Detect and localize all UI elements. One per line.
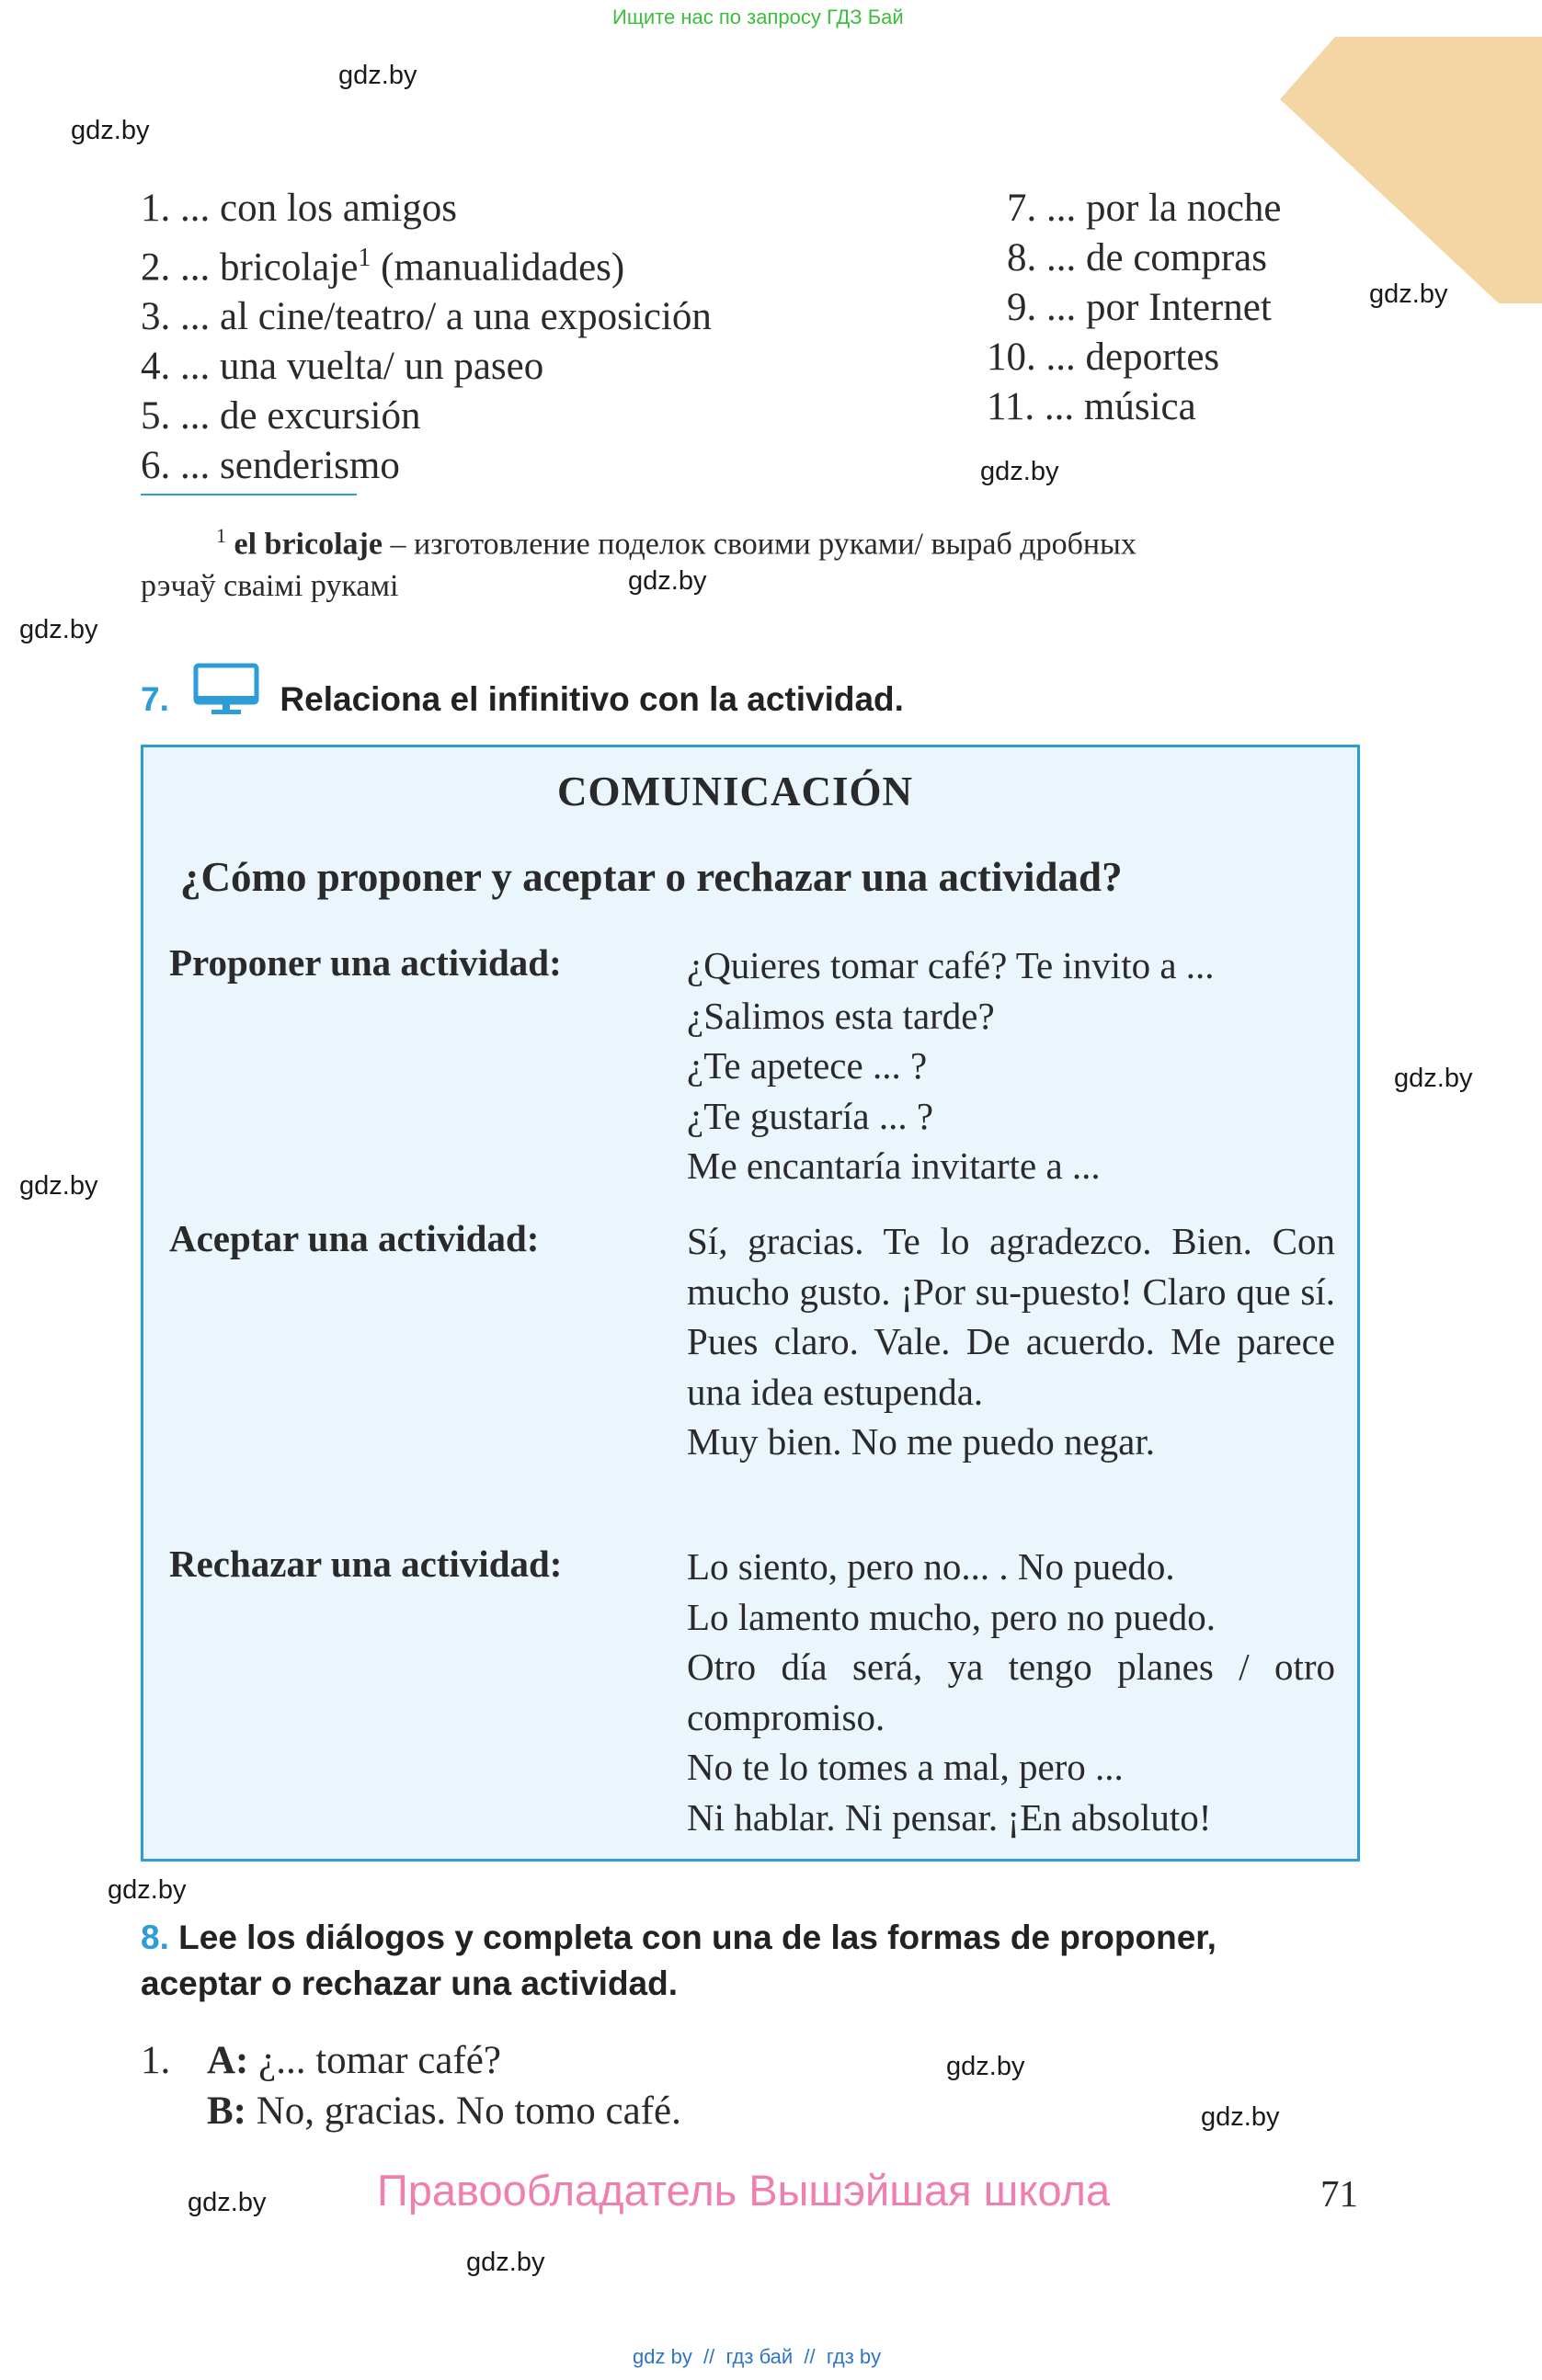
exercise-title: aceptar o rechazar una actividad. <box>141 1964 679 2002</box>
activity-list-left <box>141 184 712 491</box>
list-item-text: (manualidades) <box>371 245 625 290</box>
footnote-line: рэчаў сваімі рукамі <box>141 569 399 604</box>
phrase: Lo lamento mucho, pero no puedo. <box>687 1595 1216 1638</box>
footnote-mark: 1 <box>216 524 226 547</box>
footnote-mark: 1 <box>358 244 371 272</box>
watermark: gdz.by <box>1201 2102 1280 2132</box>
phrase: Sí, gracias. Te lo agradezco. Bien. Con mucho gusto. ¡Por su-puesto! Claro que sí. Pues claro. Vale. De acuerdo. Me parece una idea estupenda. <box>687 1220 1335 1413</box>
exercise-title: Lee los diálogos y completa con una de las formas de proponer, <box>178 1919 1216 1956</box>
list-item: 8. ... de compras <box>1007 236 1268 279</box>
phrase: Otro día será, ya tengo planes / otro compromiso. <box>687 1646 1335 1738</box>
phrase: ¿Te gustaría ... ? <box>687 1094 934 1137</box>
page-number: 71 <box>1320 2172 1358 2215</box>
exercise-7-heading <box>141 663 904 719</box>
phrase: ¿Te apetece ... ? <box>687 1044 928 1087</box>
footnote-term: el bricolaje <box>234 527 383 562</box>
dialogue-text: No, gracias. No tomo café. <box>246 2089 681 2133</box>
watermark: gdz.by <box>980 457 1059 486</box>
list-item: 9. ... por Internet <box>1007 286 1272 329</box>
list-item: 10. ... deportes <box>987 336 1220 379</box>
phrase: Me encantaría invitarte a ... <box>687 1144 1101 1187</box>
watermark: gdz.by <box>108 1875 187 1905</box>
activity-list-right <box>987 184 1282 432</box>
exercise-8-heading <box>141 1915 1216 2007</box>
watermark: gdz.by <box>19 1171 98 1201</box>
box-title: COMUNICACIÓN <box>557 769 913 814</box>
exercise-number: 7. <box>141 680 169 718</box>
watermark: gdz.by <box>946 2052 1025 2081</box>
speaker-label: A: <box>207 2039 249 2082</box>
phrase: ¿Quieres tomar café? Te invito a ... <box>687 944 1215 986</box>
speaker-label: B: <box>207 2089 246 2133</box>
footnote <box>141 515 1137 608</box>
computer-monitor-icon <box>193 663 259 716</box>
footnote-text: – изготовление поделок своими руками/ выраб дробных <box>382 527 1137 562</box>
list-item: 1. ... con los amigos <box>141 187 457 230</box>
list-item: 4. ... una vuelta/ un paseo <box>141 345 544 389</box>
phrase: Lo siento, pero no... . No puedo. <box>687 1545 1175 1588</box>
dialogue-line <box>141 2087 681 2137</box>
watermark: gdz.by <box>466 2248 545 2277</box>
top-banner: Ищите нас по запросу ГДЗ Бай <box>612 6 904 28</box>
footnote-divider <box>141 494 357 495</box>
watermark: gdz.by <box>628 566 707 596</box>
exercise-number: 8. <box>141 1919 169 1956</box>
propose-label: Proponer una actividad: <box>169 941 562 984</box>
dialogue-number: 1. <box>141 2039 171 2082</box>
propose-phrases <box>687 940 1215 1191</box>
list-item-text: 2. ... bricolaje <box>141 245 359 290</box>
corner-decoration <box>1280 37 1542 303</box>
list-item <box>141 233 712 292</box>
accept-label: Aceptar una actividad: <box>169 1217 540 1259</box>
watermark: gdz.by <box>1369 279 1448 309</box>
list-item: 3. ... al cine/teatro/ a una exposición <box>141 295 712 339</box>
copyright-notice: Правообладатель Вышэйшая школа <box>377 2166 1111 2215</box>
phrase: Muy bien. No me puedo negar. <box>687 1420 1155 1463</box>
list-item: 11. ... música <box>987 385 1196 428</box>
watermark: gdz.by <box>1394 1064 1473 1093</box>
exercise-line <box>141 1915 1216 1961</box>
dialogue-1 <box>141 2036 681 2136</box>
list-item: 5. ... de excursión <box>141 394 421 438</box>
footnote-line <box>141 515 1137 565</box>
watermark: gdz.by <box>19 615 98 644</box>
box-question: ¿Cómo proponer y aceptar o rechazar una actividad? <box>180 854 1123 900</box>
watermark: gdz.by <box>338 61 417 90</box>
watermark: gdz.by <box>188 2188 267 2217</box>
phrase: Ni hablar. Ni pensar. ¡En absoluto! <box>687 1795 1212 1839</box>
dialogue-text: ¿... tomar café? <box>248 2039 501 2082</box>
reject-label: Rechazar una actividad: <box>169 1543 563 1585</box>
list-item: 7. ... por la noche <box>1007 187 1282 230</box>
exercise-title: Relaciona el infinitivo con la actividad. <box>280 680 904 718</box>
list-item: 6. ... senderismo <box>141 444 400 488</box>
phrase: No te lo tomes a mal, pero ... <box>687 1746 1124 1788</box>
reject-phrases <box>687 1542 1335 1842</box>
dialogue-line <box>141 2036 681 2087</box>
footer-links[interactable]: gdz by // гдз бай // гдз by <box>633 2345 882 2368</box>
accept-phrases <box>687 1216 1335 1467</box>
watermark: gdz.by <box>71 116 150 145</box>
phrase: ¿Salimos esta tarde? <box>687 994 995 1037</box>
